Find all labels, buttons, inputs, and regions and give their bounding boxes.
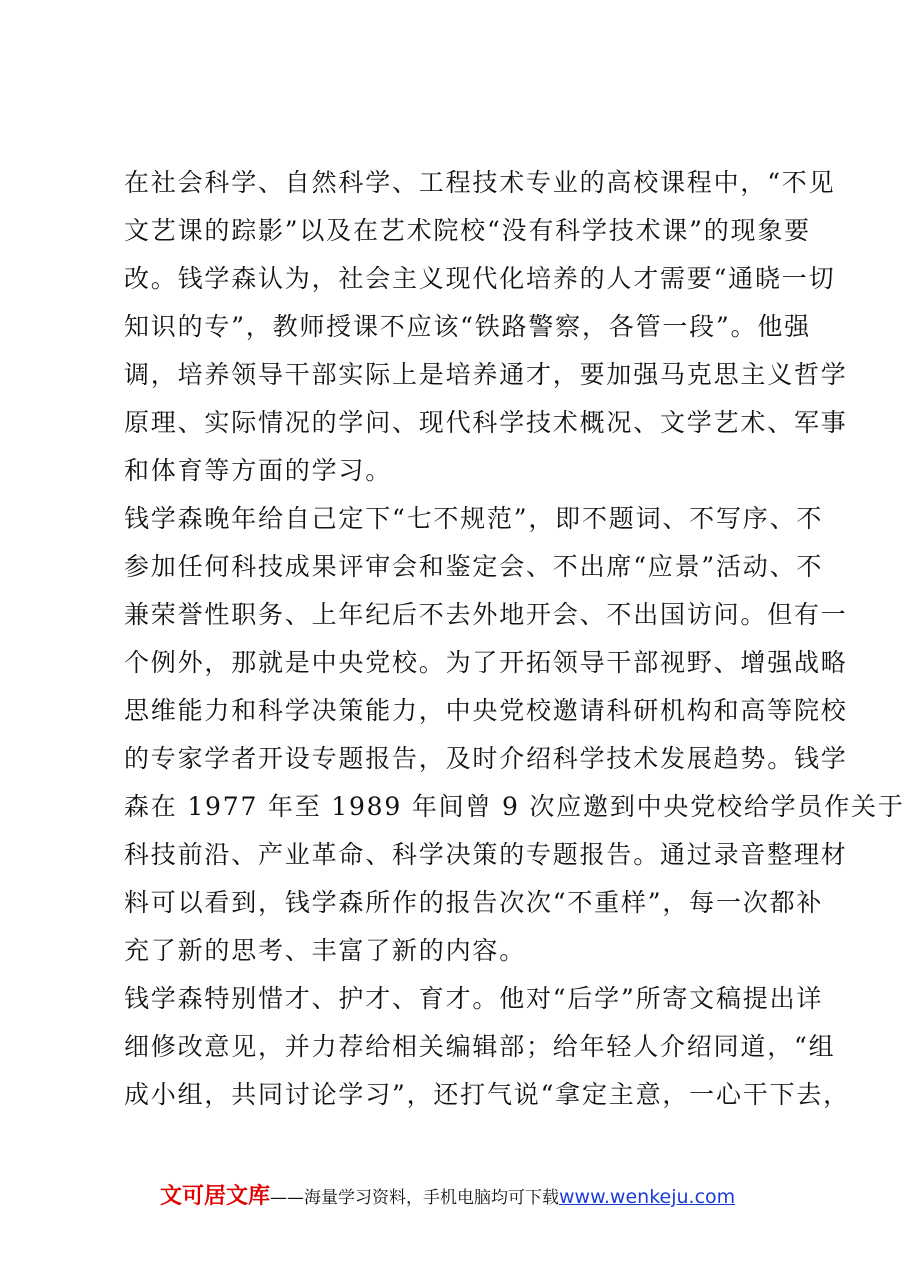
footer-banner <box>160 1180 735 1214</box>
footer-url-link[interactable]: www.wenkeju.com <box>559 1186 736 1208</box>
paragraph-line: 兼荣誉性职务、上年纪后不去外地开会、不出国访问。但有一 <box>124 600 848 629</box>
paragraph-line: 细修改意见，并力荐给相关编辑部；给年轻人介绍同道，“组 <box>124 1032 836 1061</box>
paragraph-line: 调，培养领导干部实际上是培养通才，要加强马克思主义哲学 <box>124 360 848 389</box>
paragraph-line: 料可以看到，钱学森所作的报告次次“不重样”，每一次都补 <box>124 888 824 917</box>
paragraph-line: 成小组，共同讨论学习”，还打气说“拿定主意，一心干下去， <box>124 1080 850 1109</box>
paragraph-line: 和体育等方面的学习。 <box>124 456 393 485</box>
paragraph-line: 个例外，那就是中央党校。为了开拓领导干部视野、增强战略 <box>124 648 848 677</box>
paragraph-line: 在社会科学、自然科学、工程技术专业的高校课程中，“不见 <box>124 168 836 197</box>
footer-brand: 文可居文库 <box>160 1184 271 1209</box>
paragraph-line: 钱学森晚年给自己定下“七不规范”，即不题词、不写序、不 <box>124 504 824 533</box>
paragraph-line: 改。钱学森认为，社会主义现代化培养的人才需要“通晓一切 <box>124 264 836 293</box>
paragraph-line: 参加任何科技成果评审会和鉴定会、不出席“应景”活动、不 <box>124 552 824 581</box>
paragraph-line: 森在 1977 年至 1989 年间曾 9 次应邀到中央党校给学员作关于 <box>124 792 905 821</box>
paragraph-line: 思维能力和科学决策能力，中央党校邀请科研机构和高等院校 <box>124 696 848 725</box>
paragraph-line: 钱学森特别惜才、护才、育才。他对“后学”所寄文稿提出详 <box>124 984 824 1013</box>
paragraph-line: 的专家学者开设专题报告，及时介绍科学技术发展趋势。钱学 <box>124 744 848 773</box>
paragraph-line: 文艺课的踪影”以及在艺术院校“没有科学技术课”的现象要 <box>124 216 811 245</box>
paragraph-line: 原理、实际情况的学问、现代科学技术概况、文学艺术、军事 <box>124 408 848 437</box>
paragraph-line: 知识的专”，教师授课不应该“铁路警察，各管一段”。他强 <box>124 312 811 341</box>
paragraph-line: 充了新的思考、丰富了新的内容。 <box>124 936 527 965</box>
footer-tagline: ——海量学习资料，手机电脑均可下载 <box>270 1188 560 1208</box>
paragraph-line: 科技前沿、产业革命、科学决策的专题报告。通过录音整理材 <box>124 840 848 869</box>
